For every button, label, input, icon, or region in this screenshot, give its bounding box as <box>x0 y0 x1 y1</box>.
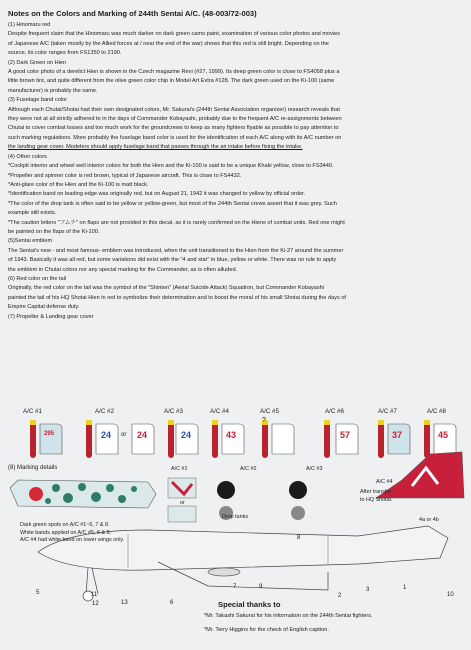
text-line: *Propeller and spinner color is red brown, typical of Japanese aircraft. This is close to FS4432. <box>8 172 242 179</box>
text-line: *Cockpit interior and wheel well interior colors for both the Hien and the Ki-100 is said to be a unique Khaki yellow, close to FS3440. <box>8 163 334 170</box>
text-line: *The caution letters "フムナ" on flaps are not provided in this decal, as it is rarely confirmed on the Hiens of combat units. Red one might <box>8 219 345 226</box>
gear-number: 57 <box>340 430 351 440</box>
propeller-4 <box>212 420 218 458</box>
text-line: Although each Chutai/Shotai had their own designated colors, Mr. Sakurai's (244th Sentai Association organizer) research reveals that <box>8 106 340 113</box>
callout-number: 9 <box>259 584 263 590</box>
text-line: source, its color ranges from FS1350 to 2190. <box>8 50 122 57</box>
text-line: they were not at all strictly adhered to in the days of Commander Kobayashi, probably due to the frequent A/C re-assignments between <box>8 116 342 123</box>
green-spots-note <box>20 522 124 545</box>
ac-label: A/C #8 <box>427 408 446 415</box>
text-line: little brown tint, and quite different from the olive green color chip in Model Art Extra #128. The dark green used on the Ki-100 (same <box>8 78 335 85</box>
section-heading: (8) Marking details <box>8 465 58 471</box>
text-line: manufacturer) is probably the same. <box>8 87 98 94</box>
ac-label: A/C #1 <box>23 408 42 415</box>
text-line: Despite frequent claim that the Hinomaru was much darker on dark green camo paint, examination of various color photos and movies <box>8 31 341 38</box>
text-line: A good color photo of a derelict Hien is shown in the Czech magazine Revi (#27, 1999). Its deep green color is close to FS4058 plus a <box>8 69 340 76</box>
thanks-heading: Special thanks to <box>218 600 281 609</box>
or-text: or <box>180 500 185 506</box>
text-line: be painted on the flaps of the Ki-100. <box>8 228 100 235</box>
text-line: of 1943. Basically it was all red, but some variations did exist with the "4 and star" in blue, yellow or white. There was no rule to apply <box>8 257 337 264</box>
ac-label: A/C #3 <box>164 408 183 415</box>
callout-number: 1 <box>403 585 407 591</box>
gear-cover-5 <box>272 424 294 454</box>
text-line: Originally, the red color on the tail was the symbol of the "Shinten" (Aerial Suicide Attack) Squadron, but Commander Kobayashi <box>8 285 325 292</box>
text-line: (4) Other colors <box>8 153 47 160</box>
wing-camo-illustration <box>8 474 158 514</box>
text-line: (6) Red color on the tail <box>8 275 67 282</box>
detail-ac-label: A/C #4 <box>376 479 393 485</box>
propeller-3 <box>168 420 174 458</box>
or-text: or <box>121 432 127 438</box>
gear-cover-1 <box>40 424 62 454</box>
text-line: (3) Fuselage band color <box>8 97 68 104</box>
gear-number: 45 <box>438 430 449 440</box>
gear-number: 43 <box>226 430 237 440</box>
gear-number: 37 <box>392 430 403 440</box>
propeller-5 <box>262 420 268 458</box>
ac-label: A/C #4 <box>210 408 229 415</box>
text-line: Empire Capital defense duty. <box>8 304 80 311</box>
callout-number: 2 <box>338 593 342 599</box>
detail-ac-label: A/C #3 <box>306 466 323 472</box>
thanks-line: *Mr. Takashi Sakurai for his information on the 244th Sentai fighters. <box>204 613 373 619</box>
text-line: (7) Propeller & Landing gear cover <box>8 313 94 320</box>
note-line: White bands applied on A/C #5, 6 & 8. <box>20 529 112 536</box>
propeller-1 <box>30 420 36 458</box>
gear-number: 24 <box>181 430 192 440</box>
page-title: Notes on the Colors and Marking of 244th Sentai A/C. (48-003/72-003) <box>8 9 257 18</box>
note-line: Dark green spots on A/C #1~5, 7 & 8. <box>20 522 110 528</box>
text-line: *The color of the drop tank is often said to be yellow or yellow-green, but most of the 244th Sentai crews assert that it was grey. Such <box>8 200 337 207</box>
text-line: (5)Sentai emblem <box>8 238 53 245</box>
four-ab-label: 4a or 4b <box>419 517 439 523</box>
text-line: *Identification band on leading edge was originally red, but on August 21, 1942 it was changed to yellow by official order. <box>8 191 306 198</box>
detail-ac-label: A/C #2 <box>240 466 257 472</box>
text-line: The Sentai's new - and most famous- emblem was introduced, when the unit transitioned to the Hien from the Ki-27 around the summer <box>8 247 344 254</box>
callout-number: 3 <box>366 587 370 593</box>
note-line: A/C #4 had white band on lower wings only. <box>20 537 125 543</box>
ac-label: A/C #5 <box>260 408 279 415</box>
text-line: painted the tail of his HQ Shotai Hien in red to symbolize their determination and to boost the moral of his small Shotai during the days of <box>8 294 346 301</box>
callout-number: 5 <box>36 590 40 596</box>
callout-number: 11 <box>91 592 98 598</box>
text-line: such marking regulations. More probably the fuselage band color is used for the identification of each A/C along with its A/C number on <box>8 134 342 141</box>
thanks-line: *Mr. Terry Higgins for the check of English caption. <box>204 627 329 633</box>
text-line: (2) Dark Green on Hien <box>8 59 67 66</box>
callout-number: 6 <box>170 600 174 606</box>
text-line: *Anti-glare color of the Hien and the Ki-100 is matt black. <box>8 181 149 188</box>
question-mark: ? <box>262 417 266 424</box>
callout-number: 13 <box>121 600 128 606</box>
callout-number: 8 <box>297 535 301 541</box>
propeller-2 <box>86 420 92 458</box>
detail-ac-label: A/C #1 <box>171 466 188 472</box>
after-transfer-line: to HQ Shotai. <box>360 496 393 503</box>
callout-number: 12 <box>92 601 99 607</box>
text-line: of Japanese A/C (taken mostly by the Allied forces at / near the end of the war) shows that this red is still bright. Depending on the <box>8 40 329 47</box>
gear-number: 295 <box>44 431 55 437</box>
ac-label: A/C #7 <box>378 408 397 415</box>
gear-number: 24 <box>137 430 148 440</box>
text-line: example still exists. <box>8 210 57 217</box>
text-line: the landing gear cover. Modelers should apply fuselage band that passes through the air intake before fixing the intake. <box>8 144 303 151</box>
text-line: (1) Hinomaru red <box>8 22 51 28</box>
text-line: Chutai to cover combat losses and too much work for the groundcrews to keep as many fighters flyable as possible to pay attention to <box>8 125 339 132</box>
drop-tanks-label: Drop tanks <box>222 514 249 520</box>
text-line: the emblem in Chutai colors nor any special marking for the Commander, as is often alluded. <box>8 266 238 273</box>
gear-number: 24 <box>101 430 112 440</box>
ac-label: A/C #2 <box>95 408 114 415</box>
after-transfer-note <box>360 489 392 504</box>
propeller-6 <box>324 420 330 458</box>
callout-number: 7 <box>233 584 237 590</box>
after-transfer-line: After transfer <box>360 489 392 495</box>
callout-number: 10 <box>447 592 454 598</box>
ac-label: A/C #6 <box>325 408 344 415</box>
notes-text <box>8 21 463 322</box>
